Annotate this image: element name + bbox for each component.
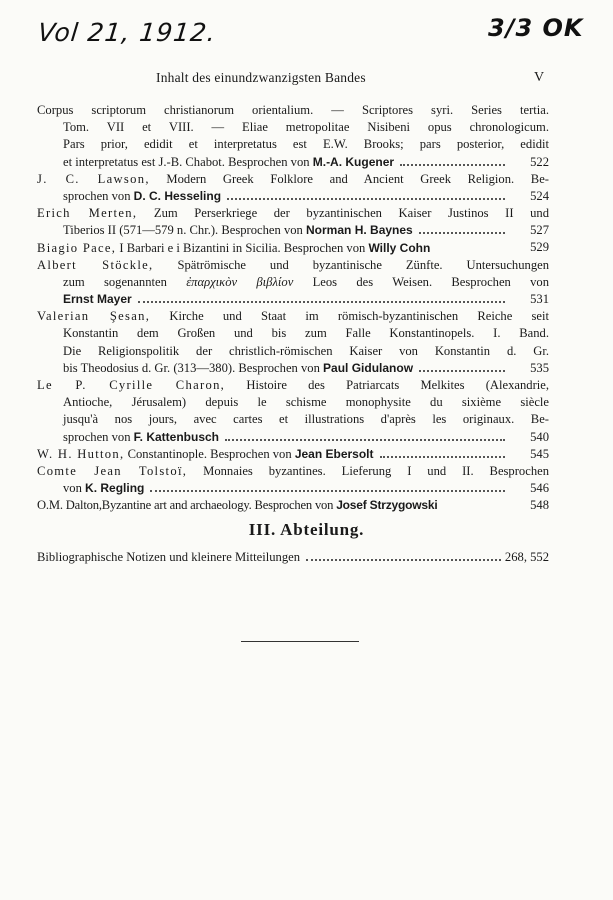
entry-last-line: [37, 549, 549, 566]
entry-line: Comte Jean Tolstoï, Monnaies byzantines. Lieferung I und II. Besprochen: [37, 463, 549, 478]
entry-line: Erich Merten, Zum Perserkriege der byzantinischen Kaiser Justinos II und: [37, 206, 550, 221]
entry-line: Constantinople. Besprochen von: [127, 446, 292, 461]
entry-line: zum sogenannten ἐπαρχικὸν βιβλίον Leos des Weisen. Besprochen von: [63, 274, 550, 289]
dot-leader: [419, 232, 505, 234]
toc-entry: [37, 446, 549, 463]
entry-author: Erich Merten,: [37, 206, 138, 221]
entry-author: Valerian Şesan,: [37, 309, 151, 324]
reviewer-name: M.-A. Kugener: [312, 154, 395, 169]
reviewer-name: K. Regling: [85, 481, 145, 496]
entry-page-numbers: 268, 552: [504, 550, 549, 564]
toc-entry: [37, 257, 549, 309]
entry-page-number: 529: [530, 240, 549, 255]
handwritten-check-note: 3/3 OK: [488, 14, 584, 42]
entry-page-number: 545: [530, 446, 549, 461]
toc-entry: [37, 171, 549, 205]
entry-author: Le P. Cyrille Charon,: [37, 378, 226, 392]
entry-line: jusqu'à nos jours, avec cartes et illustrations d'après les originaux. Be-: [63, 412, 549, 427]
dot-leader: [150, 490, 505, 492]
entry-line: Byzantine art and archaeology. Besprochen von: [101, 498, 334, 513]
entry-last-line: [37, 446, 549, 463]
dot-leader: [380, 456, 505, 458]
entry-line: Tom. VII et VIII. — Eliae metropolitae Nisibeni opus chronologicum.: [63, 120, 549, 135]
horizontal-rule: [241, 641, 359, 642]
dot-leader: [225, 439, 505, 441]
entry-line: sprochen von: [63, 188, 131, 203]
entry-last-line: [37, 154, 549, 171]
entry-line: et interpretatus est J.-B. Chabot. Besprochen von: [63, 154, 310, 169]
entry-line: Corpus scriptorum christianorum orientalium. — Scriptores syri. Series tertia.: [37, 103, 549, 117]
dot-leader: [306, 559, 501, 561]
entry-line: Le P. Cyrille Charon, Histoire des Patriarcats Melkites (Alexandrie,: [37, 378, 550, 392]
entry-page-number: 546: [530, 481, 549, 496]
entry-author: Albert Stöckle,: [37, 257, 154, 272]
entry-line: Die Religionspolitik der christlich-römischen Kaiser von Konstantin d. Gr.: [63, 343, 549, 358]
entry-last-line: [37, 222, 549, 239]
entry-author: O.M. Dalton,: [37, 498, 102, 513]
toc-entry: [37, 377, 549, 446]
entry-line: I Barbari e i Bizantini in Sicilia. Besprochen von: [119, 240, 366, 255]
entry-page-number: 535: [530, 360, 549, 375]
table-of-contents: [37, 102, 549, 515]
reviewer-name: Ernst Mayer: [63, 292, 132, 307]
toc-entry: [37, 497, 549, 514]
entry-last-line: [37, 188, 549, 205]
reviewer-name: Willy Cohn: [368, 240, 431, 255]
running-header: Inhalt des einundzwanzigsten Bandes: [156, 70, 366, 85]
entry-last-line: [37, 429, 549, 446]
entry-page-number: 524: [530, 188, 549, 203]
entry-last-line: [37, 360, 549, 377]
reviewer-name: F. Kattenbusch: [133, 429, 220, 444]
entry-line: Konstantin dem Großen und bis zum Falle Konstantinopels. I. Band.: [63, 326, 549, 341]
section-title: III. Abteilung.: [248, 520, 365, 539]
entry-page-number: 531: [530, 292, 549, 307]
entry-author: J. C. Lawson,: [37, 171, 150, 186]
entry-line: Tiberios II (571—579 n. Chr.). Besprochen von: [63, 223, 303, 238]
entry-last-line: [37, 240, 549, 257]
entry-page-number: 540: [530, 429, 549, 444]
handwritten-volume-note: Vol 21, 1912.: [36, 18, 218, 47]
dot-leader: [227, 198, 505, 200]
entry-page-number: 522: [530, 154, 549, 169]
entry-line: J. C. Lawson, Modern Greek Folklore and Ancient Greek Religion. Be-: [37, 171, 549, 186]
dot-leader: [419, 370, 505, 372]
dot-leader: [138, 301, 505, 303]
entry-line: Bibliographische Notizen und kleinere Mitteilungen: [37, 550, 301, 564]
reviewer-name: Norman H. Baynes: [306, 223, 413, 238]
entry-page-number: 548: [530, 498, 549, 513]
entry-last-line: [37, 291, 549, 308]
toc-entry: [37, 549, 549, 566]
entry-author: Biagio Pace,: [37, 240, 117, 255]
entry-line: sprochen von: [63, 429, 131, 444]
entry-line: Valerian Şesan, Kirche und Staat im römisch-byzantinischen Reiche seit: [37, 309, 549, 324]
entry-last-line: [37, 497, 549, 514]
reviewer-name: D. C. Hesseling: [133, 188, 222, 203]
dot-leader: [400, 164, 505, 166]
entry-line: bis Theodosius d. Gr. (313—380). Besprochen von: [63, 360, 320, 375]
page-number: V: [534, 70, 545, 85]
entry-page-number: 527: [530, 223, 549, 238]
toc-entry: [37, 463, 549, 497]
reviewer-name: Jean Ebersolt: [294, 446, 374, 461]
entry-line: von: [63, 481, 82, 496]
entry-line: Antioche, Jérusalem) depuis le schisme monophysite du sixième siècle: [63, 395, 549, 410]
toc-entry: [37, 205, 549, 239]
reviewer-name: Josef Strzygowski: [336, 498, 438, 513]
toc-entry: [37, 240, 549, 257]
toc-entry: [37, 102, 549, 171]
toc-entry: [37, 308, 549, 377]
entry-line: Albert Stöckle, Spätrömische und byzantinische Zünfte. Untersuchungen: [37, 257, 550, 272]
greek-title: ἐπαρχικὸν βιβλίον: [186, 274, 294, 289]
entry-author: Comte Jean Tolstoï,: [37, 463, 188, 478]
entry-author: W. H. Hutton,: [37, 446, 125, 461]
entry-line: Pars prior, edidit et interpretatus est E.W. Brooks; pars posterior, edidit: [63, 137, 549, 152]
entry-last-line: [37, 480, 549, 497]
reviewer-name: Paul Gidulanow: [323, 360, 414, 375]
